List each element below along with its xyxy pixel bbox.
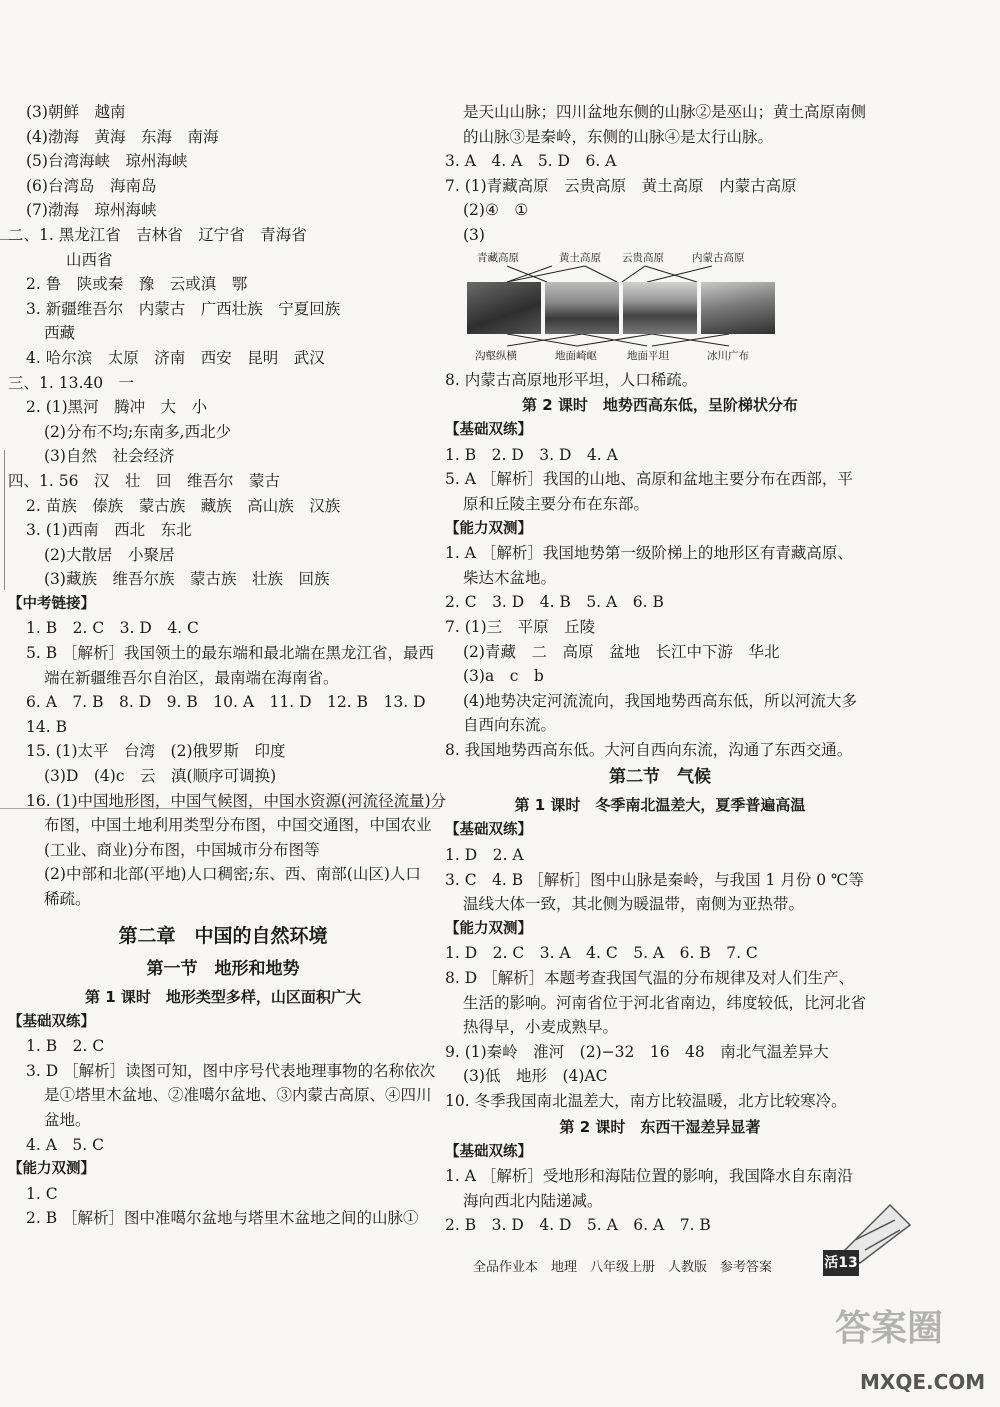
answer-line: 1. B 2. C 3. D 4. C	[26, 619, 199, 638]
footer-text: 全品作业本 地理 八年级上册 人教版 参考答案	[473, 1260, 773, 1275]
answer-line: 1. A ［解析］受地形和海陆位置的影响，我国降水自东南沿	[445, 1167, 853, 1186]
answer-line: 8. D ［解析］本题考查我国气温的分布规律及对人们生产、	[445, 969, 855, 988]
answer-line: 生活的影响。河南省位于河北省南边，纬度较低，比河北省	[463, 993, 867, 1012]
answer-line: 2. 苗族 傣族 蒙古族 藏族 高山族 汉族	[26, 496, 341, 515]
section-title: 第二节 气候	[609, 767, 711, 788]
answer-line: 8. 内蒙古高原地形平坦，人口稀疏。	[445, 370, 698, 389]
answer-line: (2)④ ①	[463, 201, 529, 220]
answer-line: 布图，中国土地利用类型分布图，中国交通图，中国农业	[44, 816, 432, 835]
answer-line: 14. B	[26, 717, 67, 736]
page-number: 活13	[823, 1250, 859, 1276]
answer-line: 9. (1)秦岭 淮河 (2)−32 16 48 南北气温差异大	[445, 1042, 829, 1061]
chapter-title: 第二章 中国的自然环境	[118, 924, 328, 947]
answer-line: 热得早，小麦成熟早。	[463, 1018, 619, 1037]
answer-line: (4)地势决定河流流向，我国地势西高东低，所以河流大多	[463, 691, 857, 710]
answer-line: 是①塔里木盆地、②准噶尔盆地、③内蒙古高原、④四川	[44, 1086, 432, 1105]
answer-line: 3. C 4. B ［解析］图中山脉是秦岭，与我国 1 月份 0 ℃等	[445, 870, 864, 889]
answer-line: (3)D (4)c 云 滇(顺序可调换)	[44, 767, 277, 786]
section-title: 第一节 地形和地势	[146, 958, 300, 979]
answer-line: (2)分布不均;东南多,西北少	[44, 422, 232, 441]
answer-line: 2. 鲁 陕或秦 豫 云或滇 鄂	[26, 275, 248, 294]
lesson-title: 第 1 课时 地形类型多样，山区面积广大	[85, 987, 361, 1006]
answer-line: (3)朝鲜 越南	[26, 103, 126, 121]
answer-line: 三、1. 13.40 一	[8, 373, 135, 392]
answer-line: 5. A ［解析］我国的山地、高原和盆地主要分布在西部，平	[445, 470, 853, 489]
answer-line: 自西向东流。	[463, 716, 557, 735]
answer-line: 8. 我国地势西高东低。大河自西向东流，沟通了东西交通。	[445, 740, 853, 759]
section-tag: 【基础双练】	[445, 422, 532, 439]
bottom-label-3: 地面平坦	[627, 349, 669, 362]
answer-line: 16. (1)中国地形图，中国气候图，中国水资源(河流径流量)分	[26, 791, 447, 810]
answer-line: (5)台湾海峡 琼州海峡	[26, 152, 188, 171]
answer-line: 3. 新疆维吾尔 内蒙古 广西壮族 宁夏回族	[26, 299, 341, 318]
bottom-label-1: 沟壑纵横	[475, 349, 517, 362]
answer-line: 7. (1)青藏高原 云贵高原 黄土高原 内蒙古高原	[445, 176, 797, 195]
section-tag: 【能力双测】	[445, 920, 532, 937]
answer-line: 5. B ［解析］我国领土的最东端和最北端在黑龙江省，最西	[26, 644, 435, 663]
answer-line: 10. 冬季我国南北温差大，南方比较温暖，北方比较寒冷。	[445, 1092, 847, 1110]
answer-line: (2)大散居 小聚居	[44, 545, 175, 564]
lesson-title: 第 1 课时 冬季南北温差大，夏季普遍高温	[514, 796, 806, 815]
bottom-label-4: 冰川广布	[707, 349, 749, 362]
answer-line: 1. C	[26, 1184, 58, 1203]
answer-line: 6. A 7. B 8. D 9. B 10. A 11. D 12. B 13. D	[26, 693, 426, 712]
answer-line: 2. B 3. D 4. D 5. A 6. A 7. B	[445, 1216, 711, 1235]
answer-line: 2. B ［解析］图中准噶尔盆地与塔里木盆地之间的山脉①	[26, 1209, 419, 1228]
top-label-3: 云贵高原	[622, 251, 664, 264]
answer-line: 3. (1)西南 西北 东北	[26, 521, 192, 540]
lesson-title: 第 2 课时 东西干湿差异显著	[559, 1117, 761, 1136]
answer-line: 稀疏。	[44, 890, 91, 908]
answer-line: 山西省	[66, 250, 113, 269]
answer-line: 3. D ［解析］读图可知，图中序号代表地理事物的名称依次	[26, 1061, 436, 1080]
answer-line: 4. 哈尔滨 太原 济南 西安 昆明 武汉	[26, 348, 325, 367]
answer-line: 是天山山脉；四川盆地东侧的山脉②是巫山；黄土高原南侧	[463, 103, 867, 121]
answer-line: (3)a c b	[463, 667, 544, 686]
answer-line: (3)自然 社会经济	[44, 447, 175, 466]
section-tag: 【基础双练】	[445, 1143, 532, 1160]
section-tag: 【基础双练】	[8, 1013, 95, 1030]
top-label-4: 内蒙古高原	[692, 251, 745, 264]
answer-line: 柴达木盆地。	[463, 568, 557, 587]
top-label-2: 黄土高原	[559, 251, 601, 264]
photo-3	[623, 282, 697, 334]
answer-line: 2. (1)黑河 腾冲 大 小	[26, 398, 208, 417]
answer-line: 4. A 5. C	[26, 1135, 104, 1154]
right-column	[445, 100, 875, 1238]
answer-line: 二、1. 黑龙江省 吉林省 辽宁省 青海省	[8, 225, 307, 244]
section-tag: 【能力双测】	[8, 1161, 95, 1178]
answer-line: 的山脉③是秦岭，东侧的山脉④是太行山脉。	[463, 127, 774, 146]
section-tag: 【中考链接】	[8, 595, 95, 612]
watermark-logo: 答案圈	[835, 1308, 944, 1349]
left-column	[8, 100, 447, 1231]
answer-line: 1. B 2. C	[26, 1037, 105, 1056]
answer-line: 海向西北内陆递减。	[463, 1191, 603, 1210]
answer-line: 1. A ［解析］我国地势第一级阶梯上的地形区有青藏高原、	[445, 544, 853, 563]
margin-rule	[4, 450, 5, 590]
answer-line: 温线大体一致，其北侧为暖温带，南侧为亚热带。	[463, 895, 805, 914]
right-bottom-block	[445, 368, 875, 1238]
answer-line: 7. (1)三 平原 丘陵	[445, 617, 596, 636]
answer-line: 西藏	[44, 324, 76, 343]
photo-1	[467, 282, 541, 334]
photo-2	[545, 282, 619, 334]
answer-line: 原和丘陵主要分布在东部。	[463, 494, 650, 513]
watermark-url: MXQE.COM	[860, 1370, 986, 1394]
answer-line: 1. D 2. A	[445, 846, 524, 865]
lesson-title: 第 2 课时 地势西高东低，呈阶梯状分布	[522, 396, 798, 415]
answer-line: (2)中部和北部(平地)人口稠密;东、西、南部(山区)人口	[44, 865, 421, 884]
answer-line: 2. C 3. D 4. B 5. A 6. B	[445, 593, 664, 612]
answer-line: (6)台湾岛 海南岛	[26, 176, 157, 195]
answer-line: (3)	[463, 225, 485, 244]
right-top-block	[445, 100, 875, 248]
answer-line: 四、1. 56 汉 壮 回 维吾尔 蒙古	[8, 471, 280, 490]
top-label-1: 青藏高原	[477, 251, 519, 264]
photo-4	[701, 282, 775, 334]
answer-line: 1. D 2. C 3. A 4. C 5. A 6. B 7. C	[445, 944, 758, 963]
bottom-label-2: 地面崎岖	[555, 349, 597, 362]
answer-line: (3)藏族 维吾尔族 蒙古族 壮族 回族	[44, 570, 330, 589]
answer-line: (2)青藏 二 高原 盆地 长江中下游 华北	[463, 642, 780, 661]
answer-line: 15. (1)太平 台湾 (2)俄罗斯 印度	[26, 742, 286, 761]
answer-line: (7)渤海 琼州海峡	[26, 201, 157, 220]
answer-line: 3. A 4. A 5. D 6. A	[445, 152, 617, 171]
answer-line: 盆地。	[44, 1110, 91, 1129]
answer-line: 1. B 2. D 3. D 4. A	[445, 445, 618, 464]
answer-line: (3)低 地形 (4)AC	[463, 1067, 608, 1086]
plateau-figure	[467, 248, 767, 368]
section-tag: 【基础双练】	[445, 822, 532, 839]
answer-line: (4)渤海 黄海 东海 南海	[26, 127, 219, 146]
answer-line: (工业、商业)分布图，中国城市分布图等	[44, 840, 320, 859]
answer-line: 端在新疆维吾尔自治区，最南端在海南省。	[44, 668, 339, 687]
section-tag: 【能力双测】	[445, 520, 532, 537]
